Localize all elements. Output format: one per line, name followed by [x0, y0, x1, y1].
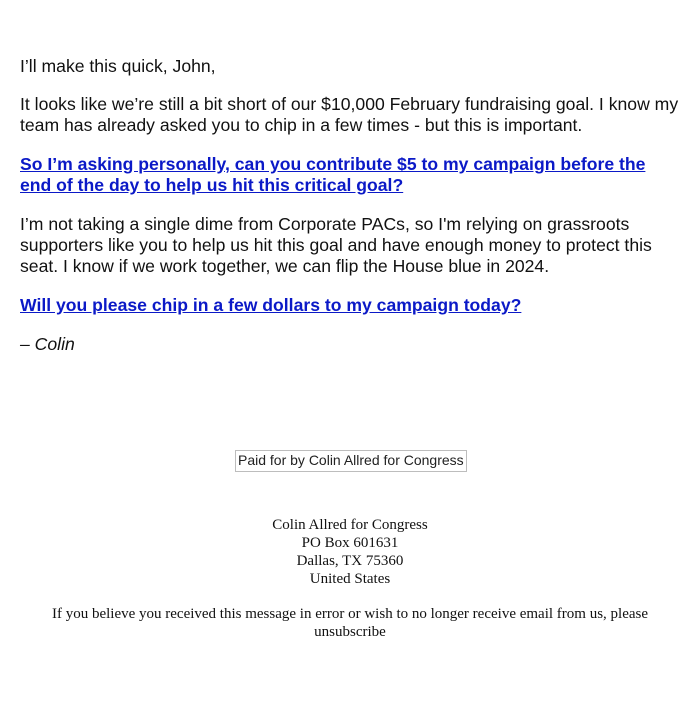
footer — [0, 516, 700, 641]
email-body — [20, 56, 680, 373]
greeting: I’ll make this quick, John, — [20, 56, 216, 76]
footer-po-box: PO Box 601631 — [301, 535, 399, 551]
footer-country: United States — [309, 571, 391, 587]
paid-for-disclaimer: Paid for by Colin Allred for Congress — [235, 450, 467, 472]
footer-org-name: Colin Allred for Congress — [272, 517, 428, 533]
footer-city-state-zip: Dallas, TX 75360 — [296, 553, 404, 569]
signature: – Colin — [20, 334, 75, 354]
paragraph-grassroots: I’m not taking a single dime from Corporate PACs, so I'm relying on grassroots supporters like you to help us hit this goal and have enough money to protect this seat. I know if we work together, we can flip the House blue in 2024. — [20, 214, 652, 276]
chip-in-link[interactable]: Will you please chip in a few dollars to my campaign today? — [20, 295, 522, 315]
cta-paragraph-1 — [20, 154, 680, 196]
unsubscribe-text[interactable]: If you believe you received this message in error or wish to no longer receive email from us, please unsubscribe — [51, 606, 649, 640]
paragraph-fundraising-goal: It looks like we’re still a bit short of our $10,000 February fundraising goal. I know my team has already asked you to chip in a few times - but this is important. — [20, 94, 679, 135]
cta-paragraph-2 — [20, 295, 680, 316]
contribute-link[interactable]: So I’m asking personally, can you contribute $5 to my campaign before the end of the day to help us hit this critical goal? — [20, 154, 646, 195]
